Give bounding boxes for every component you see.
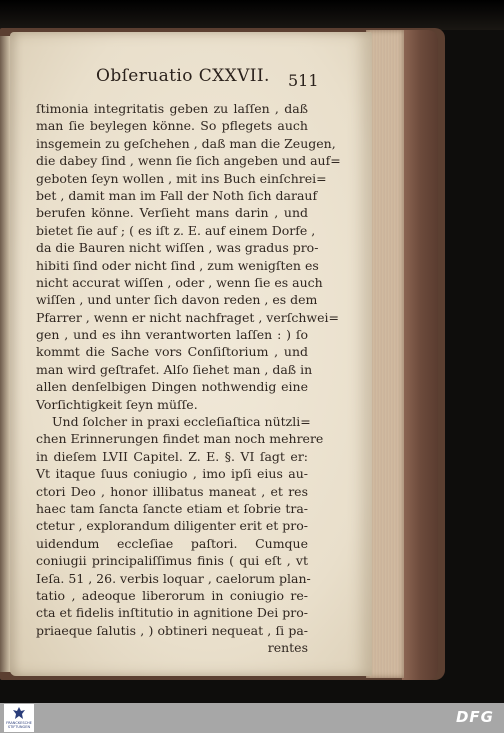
text-line: man ſie beylegen könne. So pflegets auch — [36, 118, 308, 134]
text-line: die dabey ſind , wenn ſie ſich angeben und auf= — [36, 153, 341, 169]
catchword: rentes — [267, 640, 308, 656]
text-line: in dieſem LVII Capitel. Z. E. §. VI ſagt er: — [36, 448, 308, 464]
text-line: ctetur , explorandum diligenter erit et pro- — [36, 518, 309, 534]
text-line: uidendum eccleſiae paſtori. Cumque — [36, 535, 308, 551]
logo-caption: FRANCKESCHE STIFTUNGEN — [6, 721, 32, 729]
eagle-icon — [12, 706, 26, 720]
text-line: Ieſa. 51 , 26. verbis loquar , caelorum plan- — [36, 570, 311, 586]
text-line: gen , und es ihn verantworten laſſen : ) ſo — [36, 327, 308, 343]
text-line: priaeque ſalutis , ) obtineri nequeat , ſi pa- — [36, 622, 308, 638]
text-line: haec tam ſancta ſancte etiam et ſobrie tra- — [36, 500, 308, 516]
text-line: Und ſolcher in praxi eccleſiaſtica nützli= — [52, 414, 311, 430]
text-line: allen denſelbigen Dingen nothwendig eine — [36, 379, 308, 395]
text-line: Vorſichtigkeit ſeyn müſſe. — [36, 396, 198, 412]
text-line: kommt die Sache vors Conſiſtorium , und — [36, 344, 308, 360]
text-line: Pfarrer , wenn er nicht nachfraget , verſchwei= — [36, 309, 339, 325]
book-cover-edge — [402, 30, 438, 680]
text-line: hibiti ſind oder nicht ſind , zum wenigſten es — [36, 257, 319, 273]
text-line: bet , damit man im Fall der Noth ſich darauf — [36, 187, 318, 203]
text-line: bietet ſie auf ; ( es iſt z. E. auf einem Dorfe , — [36, 222, 316, 238]
text-line: Vt itaque ſuus coniugio , imo ipſi eius au- — [36, 466, 308, 482]
text-line: berufen könne. Verſieht mans darin , und — [36, 205, 308, 221]
text-line: ſtimonia integritatis geben zu laſſen , daß — [36, 101, 308, 116]
text-line: cta et fidelis inſtitutio in agnitione Dei pro- — [36, 605, 308, 621]
text-line: chen Erinnerungen findet man noch mehrere — [36, 431, 324, 447]
viewer-footer-bar — [0, 703, 504, 733]
page-number: 511 — [288, 71, 319, 90]
dfg-logo: DFG — [455, 708, 494, 726]
text-line: man wird geſtrafet. Alſo ſiehet man , daß in — [36, 361, 313, 377]
text-line: nicht accurat wiſſen , oder , wenn ſie es auch — [36, 274, 323, 290]
text-line: tatio , adeoque liberorum in coniugio re- — [36, 587, 308, 603]
page-text — [36, 100, 341, 657]
text-line: insgemein zu geſchehen , daß man die Zeugen, — [36, 135, 336, 151]
text-line: wiſſen , und unter ſich davon reden , es dem — [36, 292, 318, 308]
page-header: Obſeruatio CXXVII. — [96, 66, 270, 86]
scan-background — [0, 0, 504, 30]
text-line: da die Bauren nicht wiſſen , was gradus pro- — [36, 240, 319, 256]
text-line: ctori Deo , honor illibatus maneat , et res — [36, 483, 308, 499]
text-line: geboten ſeyn wollen , mit ins Buch einſchrei= — [36, 170, 327, 186]
text-line: coniugii principaliſſimus finis ( qui eſt , vt — [36, 553, 308, 569]
